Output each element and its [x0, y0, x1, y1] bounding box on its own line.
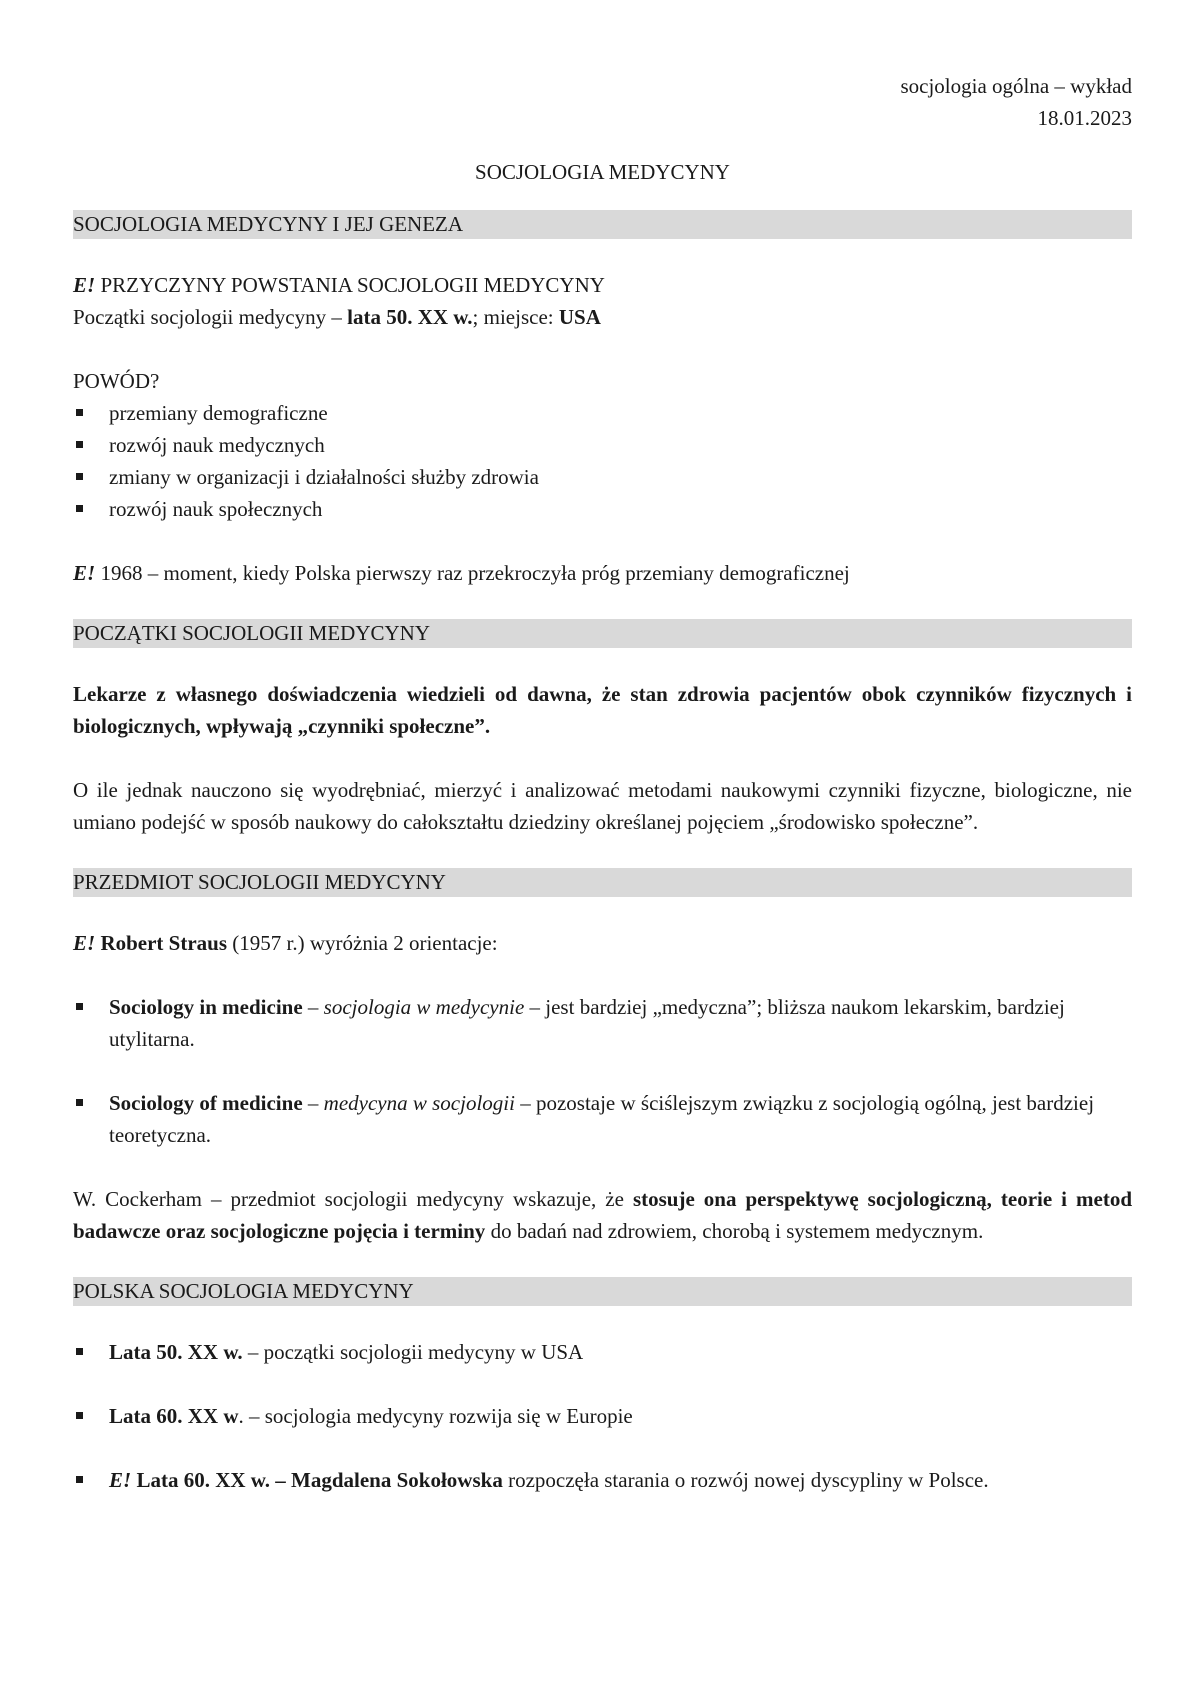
timeline-desc: rozpoczęła starania o rozwój nowej dyscypliny w Polsce. [502, 1468, 989, 1492]
demographic-note [73, 557, 1132, 589]
cockerham-bold: stosuje ona perspektywę socjologiczną, teorie i metod badawcze oraz socjologiczne pojęcia i terminy [73, 1187, 1133, 1243]
e-mark: E! [73, 931, 96, 955]
course-name: socjologia ogólna – wykład [900, 74, 1132, 98]
list-item: rozwój nauk medycznych [73, 429, 1132, 461]
dash: – [302, 995, 324, 1019]
timeline-period: Lata 60. XX w. – Magdalena Sokołowska [131, 1468, 503, 1492]
orientation-term: Sociology in medicine [109, 995, 303, 1019]
dash: – [302, 1091, 324, 1115]
polish-timeline-list [73, 1336, 1132, 1496]
orientation-term: Sociology of medicine [109, 1091, 303, 1115]
doctors-paragraph-text: Lekarze z własnego doświadczenia wiedzieli od dawna, że stan zdrowia pacjentów obok czynników fizycznych i biologicznych, wpływają „czynniki społeczne”. [73, 682, 1132, 738]
reasons-list [73, 397, 1132, 525]
reason-label: POWÓD? [73, 369, 160, 393]
origins-where: USA [558, 305, 601, 329]
methods-paragraph: O ile jednak nauczono się wyodrębniać, mierzyć i analizować metodami naukowymi czynniki fizyczne, biologiczne, nie umiano podejść w sposób naukowy do całokształtu dziedziny określanej pojęciem „środowisko społeczne”. [73, 778, 1132, 834]
timeline-desc: – początki socjologii medycyny w USA [242, 1340, 584, 1364]
list-item: przemiany demograficzne [73, 397, 1132, 429]
orientation-translation: socjologia w medycynie [323, 995, 525, 1019]
orientation-desc: – jest bardziej „medyczna”; bliższa naukom lekarskim, bardziej utylitarna. [109, 995, 1065, 1051]
origins-mid: ; miejsce: [472, 305, 559, 329]
orientation-translation: medycyna w socjologii [323, 1091, 515, 1115]
cockerham-post: do badań nad zdrowiem, chorobą i systemem medycznym. [485, 1219, 984, 1243]
e-mark: E! [73, 561, 96, 585]
doctors-paragraph [73, 678, 1132, 742]
list-item [73, 1336, 1132, 1368]
subheading-przyczyny [73, 269, 1132, 301]
cockerham-pre: W. Cockerham – przedmiot socjologii medycyny wskazuje, że [73, 1187, 633, 1211]
section-heading-poczatki: POCZĄTKI SOCJOLOGII MEDYCYNY [73, 619, 1132, 648]
author-name: Robert Straus [100, 931, 228, 955]
list-item [73, 991, 1132, 1055]
straus-intro [73, 927, 1132, 959]
straus-intro-rest: (1957 r.) wyróżnia 2 orientacje: [227, 931, 498, 955]
orientations-list [73, 991, 1132, 1151]
list-item [73, 1400, 1132, 1432]
origins-line [73, 301, 1132, 333]
section-heading-geneza: SOCJOLOGIA MEDYCYNY I JEJ GENEZA [73, 210, 1132, 239]
timeline-desc: . – socjologia medycyny rozwija się w Europie [238, 1404, 633, 1428]
origins-prefix: Początki socjologii medycyny – [73, 305, 348, 329]
section-heading-przedmiot: PRZEDMIOT SOCJOLOGII MEDYCYNY [73, 868, 1132, 897]
subheading-text: PRZYCZYNY POWSTANIA SOCJOLOGII MEDYCYNY [100, 273, 605, 297]
origins-when: lata 50. XX w. [347, 305, 473, 329]
document-header [73, 70, 1132, 134]
cockerham-paragraph [73, 1183, 1132, 1247]
list-item [73, 1464, 1132, 1496]
list-item: zmiany w organizacji i działalności służby zdrowia [73, 461, 1132, 493]
list-item: rozwój nauk społecznych [73, 493, 1132, 525]
orientation-desc: – pozostaje w ściślejszym związku z socjologią ogólną, jest bardziej teoretyczna. [109, 1091, 1095, 1147]
lecture-date: 18.01.2023 [1037, 106, 1132, 130]
list-item [73, 1087, 1132, 1151]
section-heading-polska: POLSKA SOCJOLOGIA MEDYCYNY [73, 1277, 1132, 1306]
e-mark: E! [109, 1468, 132, 1492]
e-mark: E! [73, 273, 96, 297]
demographic-note-text: 1968 – moment, kiedy Polska pierwszy raz przekroczyła próg przemiany demograficznej [100, 561, 850, 585]
document-title: SOCJOLOGIA MEDYCYNY [475, 160, 730, 184]
timeline-period: Lata 50. XX w. [109, 1340, 243, 1364]
timeline-period: Lata 60. XX w [109, 1404, 239, 1428]
